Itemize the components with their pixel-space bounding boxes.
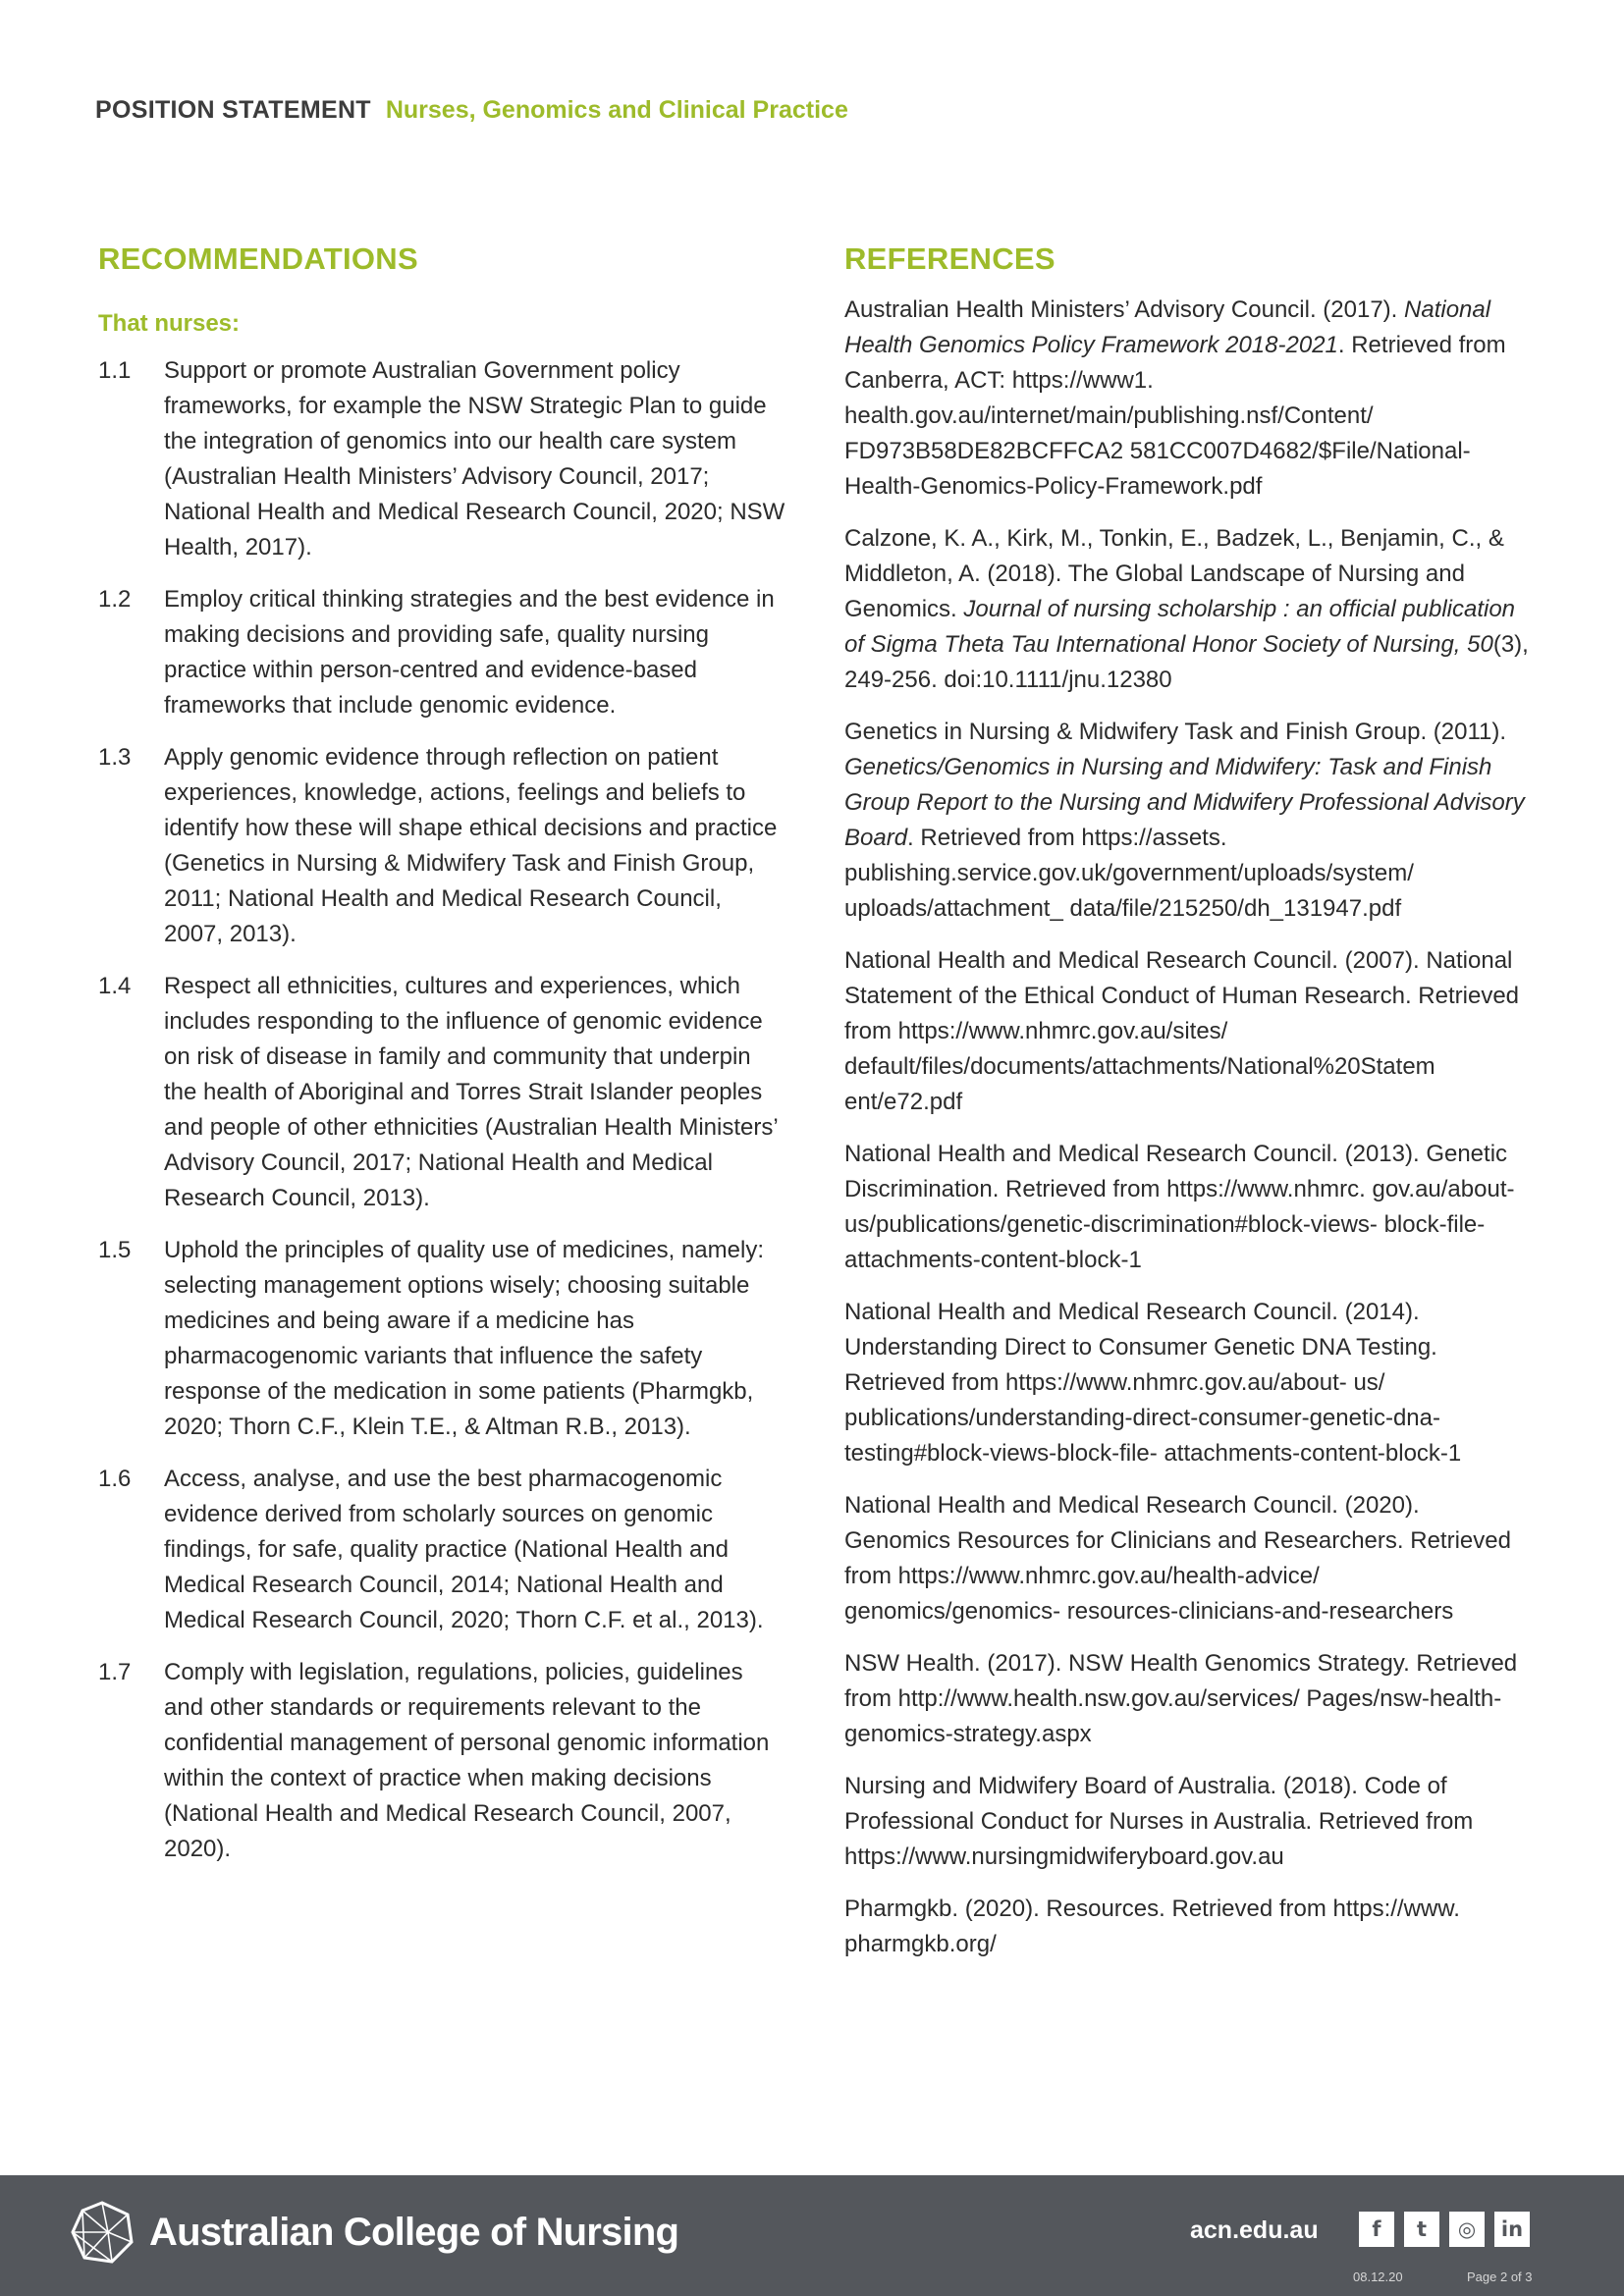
recommendations-intro: That nurses: [98,310,241,337]
reference-pre-text: Calzone, K. A., Kirk, M., Tonkin, E., Badzek, L., Benjamin, C., & Middleton, A. (2018). The Global Landscape of Nursing and Genomics. [844,525,1504,622]
reference-italic-text: Genetics/Genomics in Nursing and Midwifery: Task and Finish Group Report to the Nursing and Midwifery Professional Advisory Board [844,754,1525,851]
twitter-icon[interactable]: t [1404,2212,1439,2247]
recommendation-text: Uphold the principles of quality use of medicines, namely: selecting management options wisely; choosing suitable medicines and being aware if a medicine has pharmacogenomic variants that influence the safety response of the medication in some patients (Pharmgkb, 2020; Thorn C.F., Klein T.E., & Altman R.B., 2013). [164,1237,764,1440]
recommendations-section [98,240,785,1884]
reference-item [844,1137,1532,1278]
references-section [844,240,1532,1979]
recommendation-number: 1.6 [98,1466,132,1492]
reference-item [844,943,1532,1120]
reference-pre-text: NSW Health. (2017). NSW Health Genomics Strategy. Retrieved from http://www.health.nsw.gov.au/services/ Pages/nsw-health-genomics-strategy.aspx [844,1650,1518,1747]
recommendation-item [98,1655,785,1867]
references-list [844,293,1532,1962]
recommendation-item [98,969,785,1216]
reference-pre-text: National Health and Medical Research Council. (2014). Understanding Direct to Consumer Genetic DNA Testing. Retrieved from https://www.nhmrc.gov.au/about- us/ publications/understanding-direct-consumer-genetic-dna-testing#block-views-block-file- attachments-content-block-1 [844,1299,1462,1467]
document-date: 08.12.20 [1353,2269,1403,2284]
document-title: Nurses, Genomics and Clinical Practice [385,96,848,124]
reference-pre-text: Nursing and Midwifery Board of Australia. (2018). Code of Professional Conduct for Nurses in Australia. Retrieved from https://www.nursingmidwiferyboard.gov.au [844,1773,1474,1870]
recommendation-number: 1.7 [98,1659,132,1685]
facebook-icon[interactable]: f [1359,2212,1394,2247]
acn-logo-icon [69,2199,135,2266]
recommendation-number: 1.2 [98,586,132,613]
recommendation-text: Support or promote Australian Government policy frameworks, for example the NSW Strategic Plan to guide the integration of genomics into our health care system (Australian Health Ministers’ Advisory Council, 2017; National Health and Medical Research Council, 2020; NSW Health, 2017). [164,357,785,561]
reference-post-text: (3), 249-256. doi:10.1111/jnu.12380 [844,631,1529,693]
reference-post-text: . Retrieved from https://assets. publishing.service.gov.uk/government/uploads/system/ uploads/attachment_ data/file/215250/dh_131947.pdf [844,825,1414,922]
recommendations-heading: RECOMMENDATIONS [98,241,418,276]
reference-item [844,521,1532,698]
recommendation-item [98,1462,785,1638]
reference-pre-text: Pharmgkb. (2020). Resources. Retrieved from https://www. pharmgkb.org/ [844,1896,1460,1957]
reference-pre-text: National Health and Medical Research Council. (2007). National Statement of the Ethical Conduct of Human Research. Retrieved from https://www.nhmrc.gov.au/sites/ default/files/documents/attachments/National%20Statem ent/e72.pdf [844,947,1520,1115]
reference-item [844,1488,1532,1629]
document-type-label: POSITION STATEMENT [95,96,371,124]
recommendation-number: 1.4 [98,973,132,999]
recommendation-item [98,740,785,952]
reference-item [844,1769,1532,1875]
reference-italic-text: Journal of nursing scholarship : an official publication of Sigma Theta Tau International Honor Society of Nursing, 50 [844,596,1516,658]
reference-pre-text: National Health and Medical Research Council. (2020). Genomics Resources for Clinicians and Researchers. Retrieved from https://www.nhmrc.gov.au/health-advice/ genomics/genomics- resources-clinicians-and-researchers [844,1492,1511,1625]
instagram-icon[interactable]: ◎ [1449,2212,1485,2247]
reference-pre-text: National Health and Medical Research Council. (2013). Genetic Discrimination. Retrieved from https://www.nhmrc. gov.au/about-us/publications/genetic-discrimination#block-views- block-file-attachments-content-block-1 [844,1141,1515,1273]
reference-item [844,1295,1532,1471]
organization-name: Australian College of Nursing [149,2210,679,2254]
recommendation-text: Employ critical thinking strategies and the best evidence in making decisions and providing safe, quality nursing practice within person-centred and evidence-based frameworks that include genomic evidence. [164,586,775,719]
references-heading: REFERENCES [844,241,1056,276]
page-number: Page 2 of 3 [1467,2269,1533,2284]
reference-post-text: . Retrieved from Canberra, ACT: https://www1. health.gov.au/internet/main/publishing.nsf/Content/ FD973B58DE82BCFFCA2 581CC007D4682/$File/National-Health-Genomics-Policy-Framework.pdf [844,332,1506,500]
reference-pre-text: Genetics in Nursing & Midwifery Task and Finish Group. (2011). [844,719,1507,745]
acn-logo [69,2199,678,2266]
social-links [1359,2212,1530,2247]
recommendation-item [98,1233,785,1445]
recommendation-item [98,582,785,723]
page-header [95,96,848,125]
reference-item [844,715,1532,927]
recommendation-number: 1.3 [98,744,132,771]
recommendation-item [98,353,785,565]
reference-item [844,1646,1532,1752]
recommendation-number: 1.1 [98,357,132,384]
recommendations-list [98,353,785,1867]
reference-pre-text: Australian Health Ministers’ Advisory Council. (2017). [844,296,1405,323]
reference-item [844,293,1532,505]
recommendation-text: Apply genomic evidence through reflection on patient experiences, knowledge, actions, feelings and beliefs to identify how these will shape ethical decisions and practice (Genetics in Nursing & Midwifery Task and Finish Group, 2011; National Health and Medical Research Council, 2007, 2013). [164,744,778,947]
recommendation-text: Comply with legislation, regulations, policies, guidelines and other standards or requirements relevant to the confidential management of personal genomic information within the context of practice when making decisions (National Health and Medical Research Council, 2007, 2020). [164,1659,770,1862]
reference-item [844,1892,1532,1962]
recommendation-number: 1.5 [98,1237,132,1263]
reference-italic-text: National Health Genomics Policy Framework 2018-2021 [844,296,1491,358]
recommendation-text: Respect all ethnicities, cultures and experiences, which includes responding to the influence of genomic evidence on risk of disease in family and community that underpin the health of Aboriginal and Torres Strait Islander peoples and people of other ethnicities (Australian Health Ministers’ Advisory Council, 2017; National Health and Medical Research Council, 2013). [164,973,778,1211]
recommendation-text: Access, analyse, and use the best pharmacogenomic evidence derived from scholarly sources on genomic findings, for safe, quality practice (National Health and Medical Research Council, 2014; National Health and Medical Research Council, 2020; Thorn C.F. et al., 2013). [164,1466,764,1633]
page-footer [0,2175,1624,2296]
linkedin-icon[interactable]: in [1494,2212,1530,2247]
website-link[interactable]: acn.edu.au [1190,2216,1319,2244]
